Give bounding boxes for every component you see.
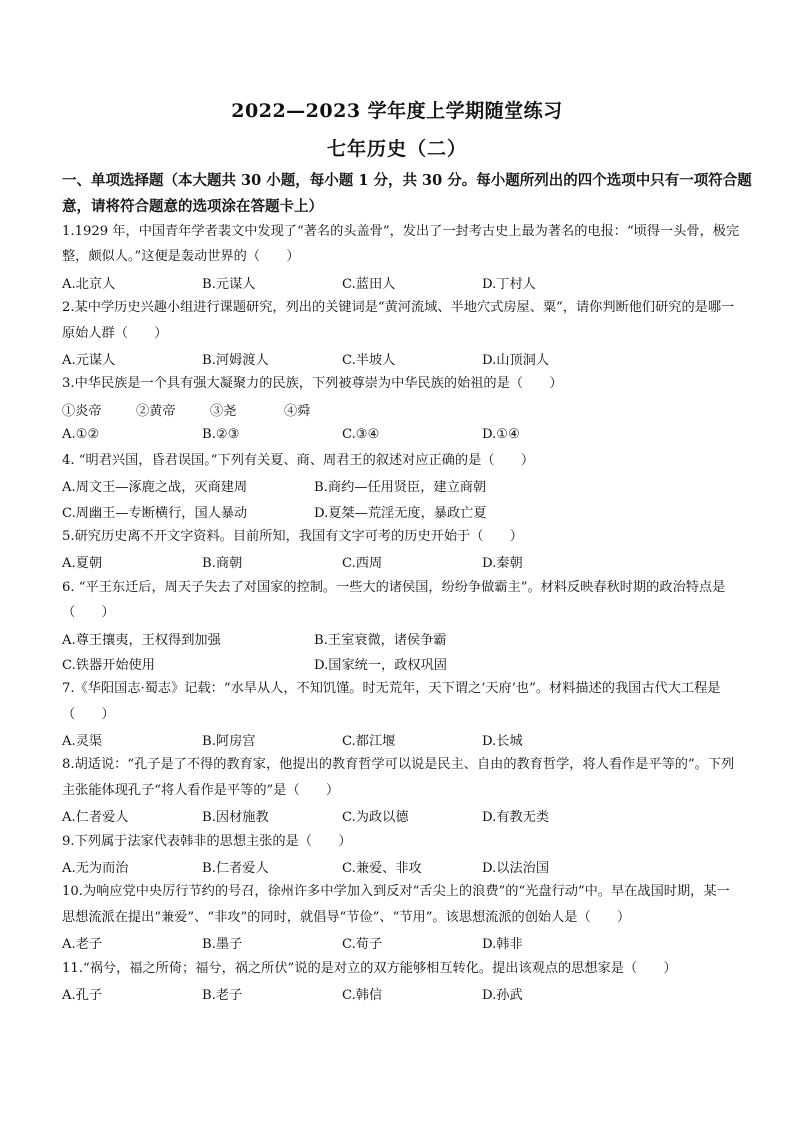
question-8 (62, 752, 742, 828)
options-row (62, 803, 742, 828)
question-stem: 6. “平王东迁后，周天子失去了对国家的控制。一些大的诸侯国，纷纷争做霸主”。材料反映春秋时期的政治特点是（ ） (62, 579, 726, 620)
option-a[interactable]: A.夏朝 (62, 556, 103, 572)
option-b[interactable]: B.元谋人 (202, 277, 256, 292)
option-b[interactable]: B.商朝 (202, 556, 243, 572)
option-a[interactable]: A.老子 (62, 937, 103, 953)
exam-subtitle: 七年历史（二） (326, 138, 467, 160)
option-c[interactable]: C.韩信 (342, 988, 383, 1004)
options-row (62, 549, 742, 574)
question-1 (62, 219, 742, 295)
option-b[interactable]: B.商约—任用贤臣，建立商朝 (314, 480, 487, 496)
statement-item: ①炎帝 (62, 404, 102, 419)
question-4 (62, 448, 742, 524)
options-row (62, 625, 742, 650)
question-7 (62, 676, 742, 752)
options-row (62, 727, 742, 752)
option-c[interactable]: C.半坡人 (342, 353, 396, 369)
option-d[interactable]: D.以法治国 (482, 861, 550, 877)
options-row (62, 270, 742, 295)
option-b[interactable]: B.河姆渡人 (202, 353, 269, 369)
option-b[interactable]: B.王室衰微，诸侯争霸 (314, 632, 447, 648)
options-row (62, 473, 742, 498)
option-c[interactable]: C.都江堰 (342, 734, 396, 750)
question-stem: 5.研究历史离不开文字资料。目前所知，我国有文字可考的历史开始于（ ） (62, 528, 523, 544)
option-a[interactable]: A.元谋人 (62, 353, 116, 369)
question-list (62, 219, 742, 1006)
option-a[interactable]: A.周文王—涿鹿之战，灭商建周 (62, 480, 248, 496)
option-c[interactable]: C.为政以德 (342, 810, 409, 826)
option-b[interactable]: B.因材施教 (202, 810, 269, 826)
options-row (62, 498, 742, 523)
option-d[interactable]: D.夏桀—荒淫无度，暴政亡夏 (314, 505, 487, 521)
option-a[interactable]: A.仁者爱人 (62, 810, 129, 826)
option-d[interactable]: D.秦朝 (482, 556, 523, 572)
option-c[interactable]: C.铁器开始使用 (62, 657, 155, 673)
question-11 (62, 956, 742, 1007)
statement-item: ③尧 (210, 404, 237, 419)
section-heading: 一、单项选择题（本大题共 30 小题，每小题 1 分，共 30 分。每小题所列出的四个选项中只有一项符合题意，请将符合题意的选项涂在答题卡上） (62, 172, 752, 215)
option-d[interactable]: D.有教无类 (482, 810, 550, 826)
option-b[interactable]: B.②③ (202, 427, 240, 443)
option-d[interactable]: D.①④ (482, 427, 520, 443)
option-a[interactable]: A.无为而治 (62, 861, 129, 877)
option-a[interactable]: A.灵渠 (62, 734, 103, 750)
options-row (62, 346, 742, 371)
option-c[interactable]: C.兼爱、非攻 (342, 861, 422, 877)
option-b[interactable]: B.阿房宫 (202, 734, 256, 750)
exam-title: 2022—2023 学年度上学期随堂练习 (231, 100, 563, 122)
option-d[interactable]: D.韩非 (482, 937, 523, 953)
options-row (62, 854, 742, 879)
question-6 (62, 575, 742, 677)
option-a[interactable]: A.①② (62, 427, 100, 443)
option-c[interactable]: C.③④ (342, 427, 380, 443)
statement-item: ④舜 (284, 404, 311, 419)
question-stem: 9.下列属于法家代表韩非的思想主张的是（ ） (62, 833, 352, 849)
option-c[interactable]: C.荀子 (342, 937, 383, 953)
question-2 (62, 295, 742, 371)
option-d[interactable]: D.丁村人 (482, 277, 536, 292)
option-b[interactable]: B.仁者爱人 (202, 861, 269, 877)
question-stem: 3.中华民族是一个具有强大凝聚力的民族，下列被尊崇为中华民族的始祖的是（ ） (62, 376, 563, 392)
question-9 (62, 829, 742, 880)
question-stem: 11.“祸兮，福之所倚；福兮，祸之所伏”说的是对立的双方能够相互转化。提出该观点的思想家是（ ） (62, 960, 677, 976)
option-c[interactable]: C.蓝田人 (342, 277, 396, 292)
question-stem: 2.某中学历史兴趣小组进行课题研究，列出的关键词是“黄河流域、半地穴式房屋、粟”，请你判断他们研究的是哪一原始人群（ ） (62, 300, 735, 341)
options-row (62, 930, 742, 955)
question-3 (62, 371, 742, 447)
question-stem: 4. “明君兴国，昏君误国。”下列有关夏、商、周君王的叙述对应正确的是（ ） (62, 452, 535, 468)
option-b[interactable]: B.老子 (202, 988, 243, 1004)
question-10 (62, 879, 742, 955)
option-d[interactable]: D.山顶洞人 (482, 353, 550, 369)
options-row (62, 981, 742, 1006)
option-b[interactable]: B.墨子 (202, 937, 243, 953)
option-d[interactable]: D.孙武 (482, 988, 523, 1004)
options-row (62, 651, 742, 676)
statement-item: ②黄帝 (136, 404, 176, 419)
option-a[interactable]: A.尊王攘夷，王权得到加强 (62, 632, 221, 648)
statement-items-row (62, 397, 742, 422)
question-stem: 8.胡适说：“孔子是了不得的教育家，他提出的教育哲学可以说是民主、自由的教育哲学，将人看作是平等的”。下列主张能体现孔子“将人看作是平等的”是（ ） (62, 757, 735, 798)
question-5 (62, 524, 742, 575)
question-stem: 7.《华阳国志·蜀志》记载：“水旱从人，不知饥馑。时无荒年，天下谓之‘天府’也”。材料描述的我国古代大工程是（ ） (62, 681, 721, 722)
question-stem: 10.为响应党中央厉行节约的号召，徐州许多中学加入到反对“舌尖上的浪费”的“光盘行动”中。早在战国时期，某一思想流派在提出“兼爱”、“非攻”的同时，就倡导“节俭”、“节用”。该思想流派的创始人是（ ） (62, 884, 730, 925)
options-row (62, 422, 742, 447)
question-stem: 1.1929 年，中国青年学者裴文中发现了“著名的头盖骨”，发出了一封考古史上最为著名的电报：“顷得一头骨，极完整，颇似人。”这便是轰动世界的（ ） (62, 224, 740, 265)
option-c[interactable]: C.西周 (342, 556, 383, 572)
option-a[interactable]: A.孔子 (62, 988, 103, 1004)
option-a[interactable]: A.北京人 (62, 277, 116, 292)
option-d[interactable]: D.长城 (482, 734, 523, 750)
option-c[interactable]: C.周幽王—专断横行，国人暴动 (62, 505, 248, 521)
option-d[interactable]: D.国家统一，政权巩固 (314, 657, 447, 673)
